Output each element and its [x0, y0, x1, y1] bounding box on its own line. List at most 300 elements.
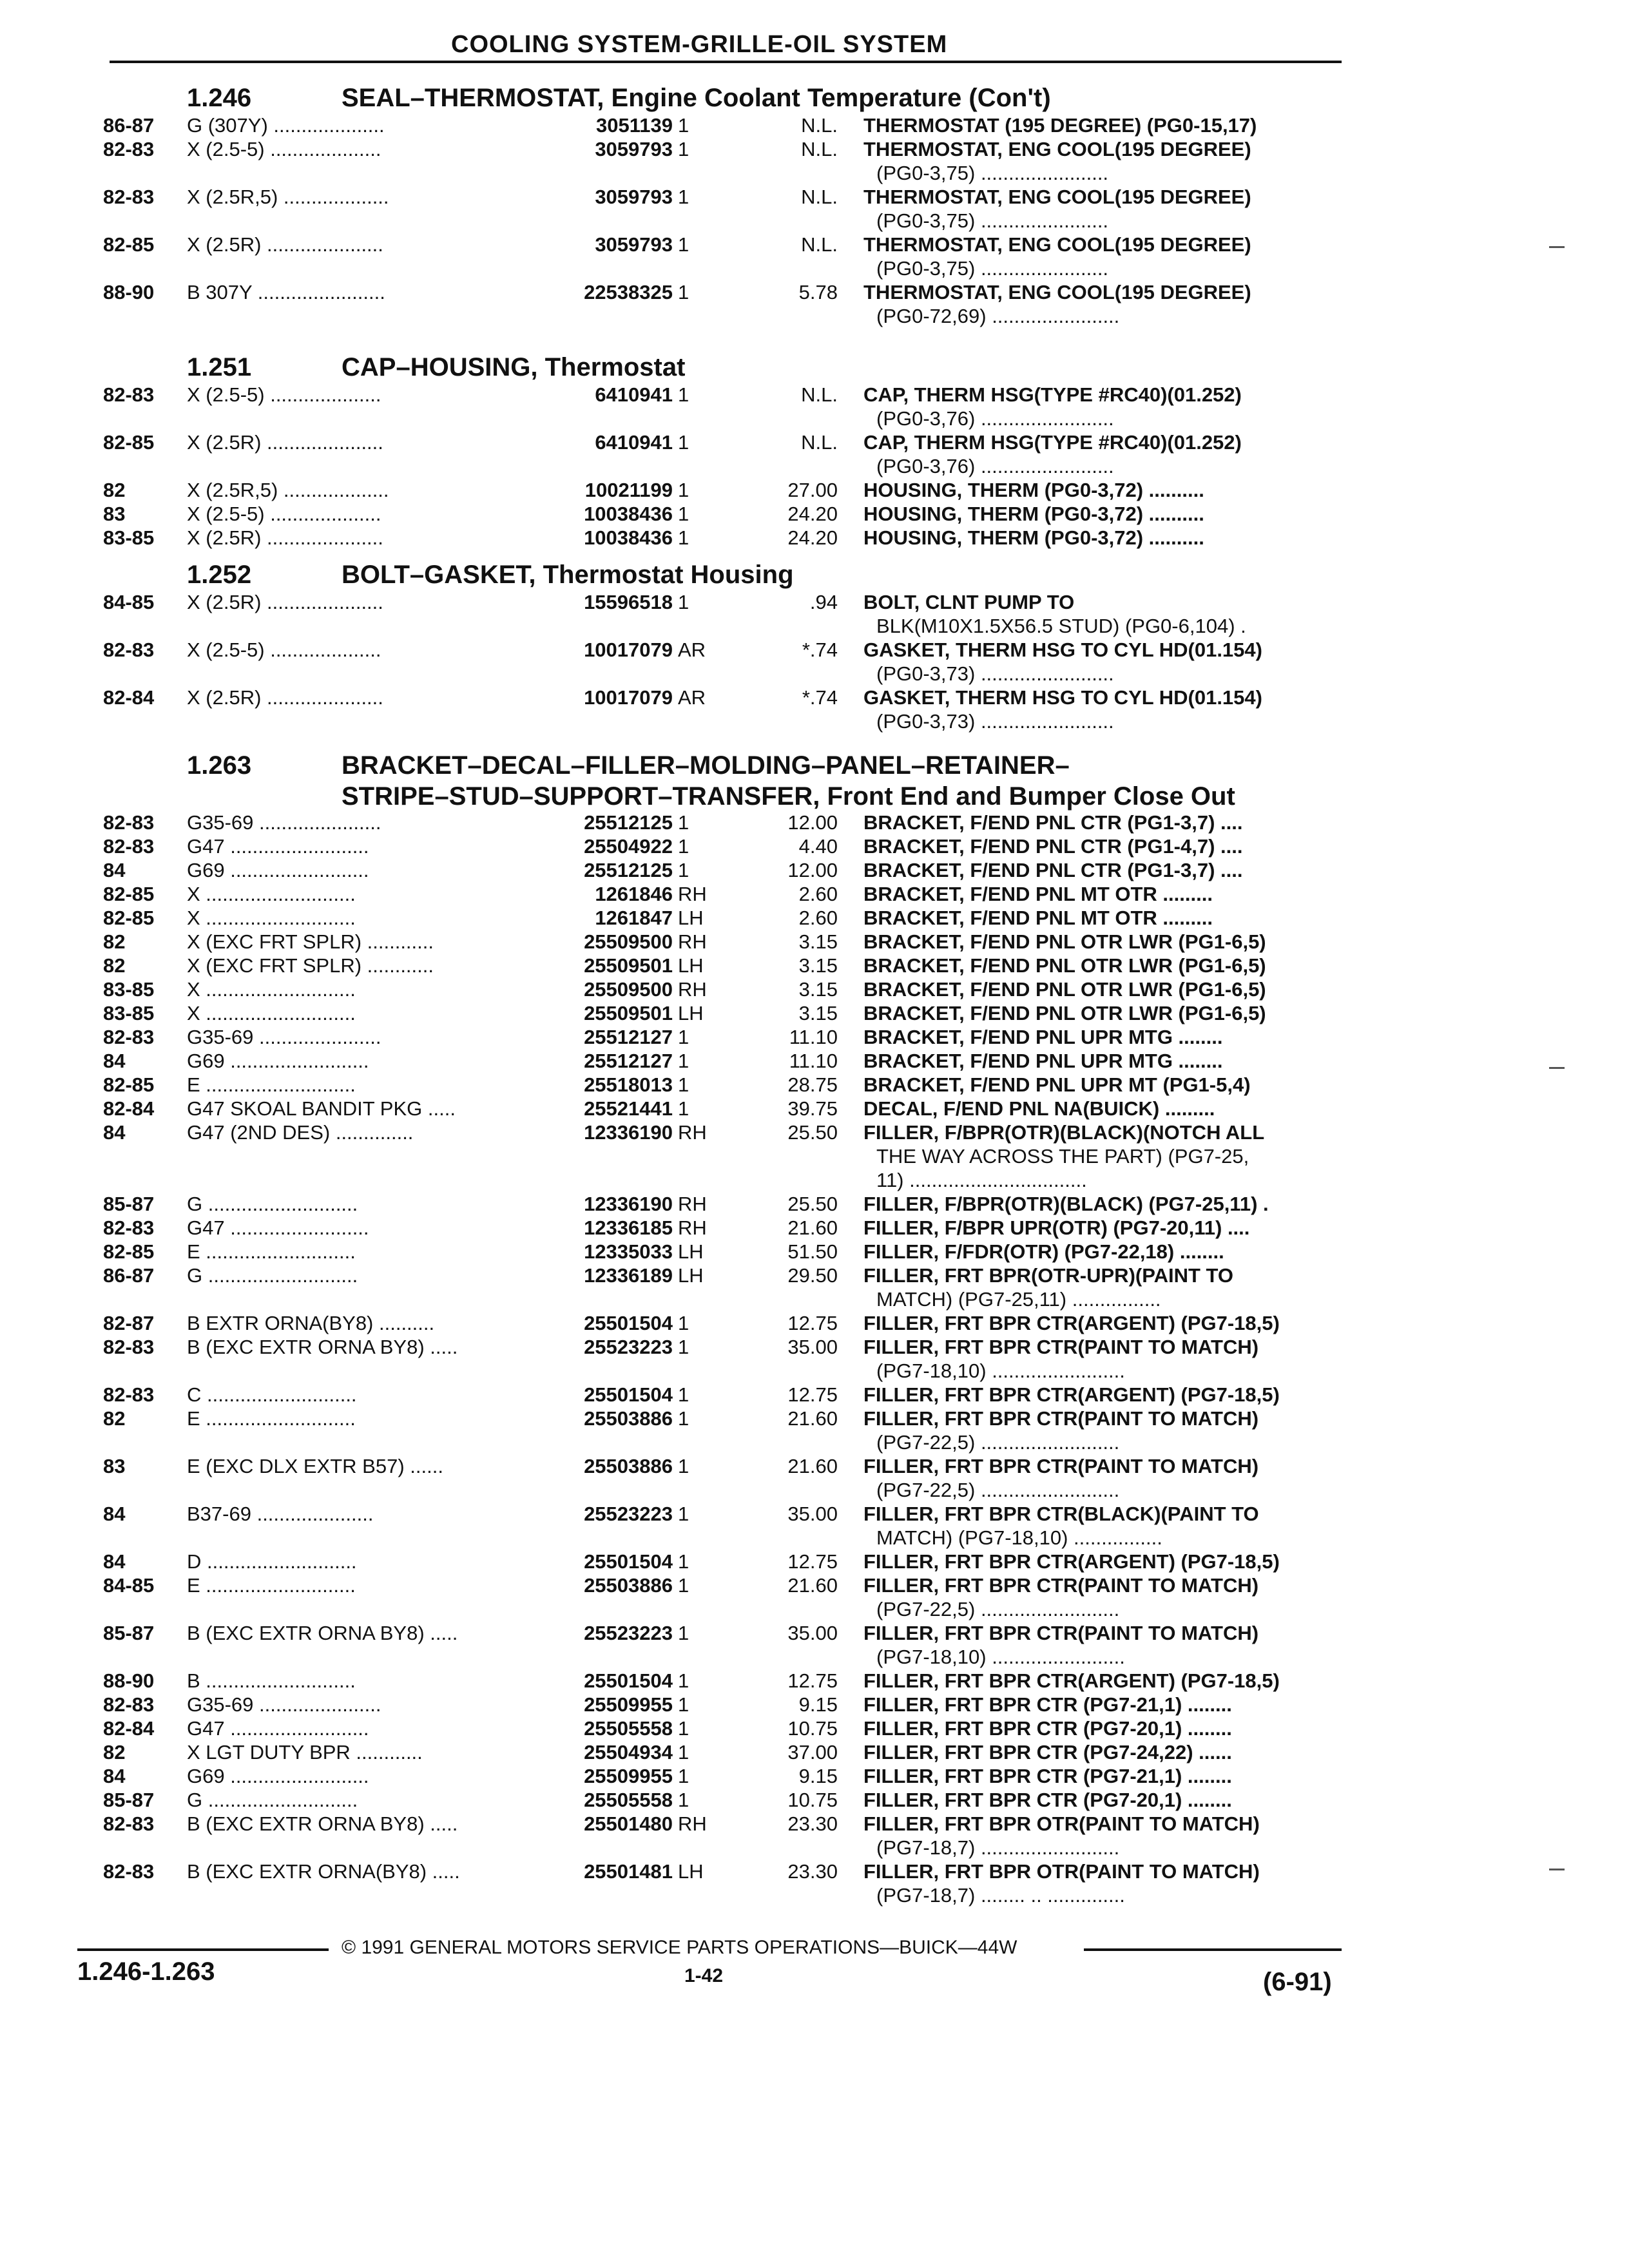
price: 21.60 [787, 1407, 838, 1430]
quantity: 1 [678, 835, 689, 858]
year-range: 82-83 [103, 186, 155, 208]
part-row [0, 1240, 1629, 1264]
application: B ........................... [187, 1669, 356, 1692]
price: 24.20 [787, 503, 838, 525]
application: G47 (2ND DES) .............. [187, 1121, 414, 1144]
quantity: RH [678, 883, 707, 905]
quantity: 1 [678, 526, 689, 549]
description: (PG7-18,10) ........................ [876, 1360, 1125, 1382]
part-row [0, 1001, 1629, 1026]
application: X (2.5R) ..................... [187, 233, 383, 256]
year-range: 82-83 [103, 1812, 155, 1835]
part-row [0, 811, 1629, 835]
footer-copyright: © 1991 GENERAL MOTORS SERVICE PARTS OPERATIONS—BUICK—44W [342, 1937, 1017, 1958]
part-row [0, 1120, 1629, 1145]
year-range: 83-85 [103, 1002, 155, 1024]
part-number: 25501504 [584, 1669, 673, 1692]
description: FILLER, FRT BPR CTR (PG7-21,1) ........ [863, 1765, 1232, 1787]
part-number: 15596518 [584, 591, 673, 613]
quantity: 1 [678, 591, 689, 613]
application: X (2.5R) ..................... [187, 431, 383, 454]
part-row [0, 1025, 1629, 1050]
price: 29.50 [787, 1264, 838, 1287]
part-number: 25512127 [584, 1026, 673, 1048]
price: 23.30 [787, 1812, 838, 1835]
price: 35.00 [787, 1503, 838, 1525]
part-number: 25504934 [584, 1741, 673, 1763]
part-number: 6410941 [595, 383, 673, 406]
part-number: 25518013 [584, 1073, 673, 1096]
quantity: 1 [678, 233, 689, 256]
section-header [0, 82, 1629, 113]
description: (PG7-18,7) ......................... [876, 1836, 1120, 1859]
quantity: 1 [678, 479, 689, 501]
price: 25.50 [787, 1121, 838, 1144]
price: 27.00 [787, 479, 838, 501]
part-row [0, 1693, 1629, 1717]
year-range: 82-83 [103, 383, 155, 406]
quantity: RH [678, 1812, 707, 1835]
part-number: 1261847 [595, 907, 673, 929]
part-number: 25501504 [584, 1383, 673, 1406]
part-number: 25509500 [584, 978, 673, 1001]
section-header [0, 352, 1629, 383]
year-range: 82-83 [103, 1860, 155, 1883]
part-row [0, 1716, 1629, 1741]
description: BRACKET, F/END PNL MT OTR ......... [863, 883, 1213, 905]
application: X (2.5R,5) ................... [187, 479, 389, 501]
part-number: 3059793 [595, 233, 673, 256]
section-number: 1.263 [187, 751, 252, 780]
price: 12.00 [787, 859, 838, 881]
quantity: 1 [678, 383, 689, 406]
year-range: 82 [103, 1741, 126, 1763]
application: G69 ......................... [187, 859, 369, 881]
description: BRACKET, F/END PNL OTR LWR (PG1-6,5) [863, 1002, 1266, 1024]
description: BRACKET, F/END PNL UPR MTG ........ [863, 1050, 1223, 1072]
part-row [0, 1311, 1629, 1336]
part-row [0, 1192, 1629, 1216]
year-range: 84 [103, 1550, 126, 1573]
price: 9.15 [798, 1693, 838, 1716]
quantity: 1 [678, 1503, 689, 1525]
application: E ........................... [187, 1073, 356, 1096]
description: FILLER, FRT BPR CTR(ARGENT) (PG7-18,5) [863, 1669, 1280, 1692]
footer-rule-right [1084, 1948, 1342, 1951]
part-number: 25505558 [584, 1789, 673, 1811]
year-range: 82-85 [103, 883, 155, 905]
price: 3.15 [798, 978, 838, 1001]
quantity: 1 [678, 1693, 689, 1716]
year-range: 82-87 [103, 1312, 155, 1334]
price: 21.60 [787, 1216, 838, 1239]
application: X (2.5-5) .................... [187, 503, 381, 525]
part-row-continuation [0, 304, 1629, 329]
year-range: 83 [103, 1455, 126, 1477]
description: FILLER, FRT BPR CTR (PG7-24,22) ...... [863, 1741, 1232, 1763]
part-row-continuation [0, 454, 1629, 479]
application: E ........................... [187, 1240, 356, 1263]
price: 12.75 [787, 1669, 838, 1692]
year-range: 82-84 [103, 686, 155, 709]
year-range: 82-83 [103, 1693, 155, 1716]
quantity: AR [678, 639, 706, 661]
part-number: 25523223 [584, 1336, 673, 1358]
application: G47 ......................... [187, 1216, 369, 1239]
description: GASKET, THERM HSG TO CYL HD(01.154) [863, 686, 1262, 709]
description: FILLER, FRT BPR OTR(PAINT TO MATCH) [863, 1860, 1260, 1883]
application: G69 ......................... [187, 1765, 369, 1787]
application: B37-69 ..................... [187, 1503, 374, 1525]
section-number: 1.246 [187, 84, 252, 112]
year-range: 82-83 [103, 1336, 155, 1358]
application: G35-69 ...................... [187, 811, 381, 834]
quantity: RH [678, 1193, 707, 1215]
margin-mark [1549, 246, 1565, 248]
price: 3.15 [798, 930, 838, 953]
quantity: LH [678, 954, 704, 977]
description: FILLER, FRT BPR CTR(ARGENT) (PG7-18,5) [863, 1383, 1280, 1406]
part-row-continuation [0, 1287, 1629, 1312]
application: E ........................... [187, 1407, 356, 1430]
part-number: 25509955 [584, 1765, 673, 1787]
application: C ........................... [187, 1383, 357, 1406]
price: 10.75 [787, 1789, 838, 1811]
section-number: 1.252 [187, 561, 252, 589]
price: 24.20 [787, 526, 838, 549]
description: THERMOSTAT, ENG COOL(195 DEGREE) [863, 186, 1251, 208]
part-row-continuation [0, 1478, 1629, 1503]
description: FILLER, F/BPR UPR(OTR) (PG7-20,11) .... [863, 1216, 1250, 1239]
description: (PG0-3,76) ........................ [876, 455, 1114, 477]
application: X (2.5R) ..................... [187, 591, 383, 613]
description: BRACKET, F/END PNL CTR (PG1-3,7) .... [863, 811, 1243, 834]
description: BRACKET, F/END PNL UPR MT (PG1-5,4) [863, 1073, 1251, 1096]
application: G35-69 ...................... [187, 1026, 381, 1048]
price: 10.75 [787, 1717, 838, 1740]
price: 12.00 [787, 811, 838, 834]
price: 23.30 [787, 1860, 838, 1883]
price: 21.60 [787, 1574, 838, 1597]
description: (PG0-72,69) ....................... [876, 305, 1120, 327]
part-number: 25503886 [584, 1574, 673, 1597]
part-number: 25501504 [584, 1550, 673, 1573]
application: X (2.5R) ..................... [187, 526, 383, 549]
part-number: 25505558 [584, 1717, 673, 1740]
application: G (307Y) .................... [187, 114, 385, 137]
quantity: 1 [678, 1097, 689, 1120]
part-row [0, 1860, 1629, 1884]
part-row [0, 430, 1629, 455]
description: FILLER, FRT BPR CTR(BLACK)(PAINT TO [863, 1503, 1259, 1525]
application: B EXTR ORNA(BY8) .......... [187, 1312, 435, 1334]
year-range: 82-85 [103, 1240, 155, 1263]
application: X (2.5R,5) ................... [187, 186, 389, 208]
part-number: 12335033 [584, 1240, 673, 1263]
quantity: 1 [678, 1407, 689, 1430]
quantity: LH [678, 1240, 704, 1263]
section-title-line-2: STRIPE–STUD–SUPPORT–TRANSFER, Front End and Bumper Close Out [342, 782, 1235, 811]
description: BRACKET, F/END PNL CTR (PG1-4,7) .... [863, 835, 1243, 858]
year-range: 84-85 [103, 1574, 155, 1597]
application: B (EXC EXTR ORNA BY8) ..... [187, 1622, 458, 1644]
application: G69 ......................... [187, 1050, 369, 1072]
part-number: 22538325 [584, 281, 673, 303]
description: THERMOSTAT, ENG COOL(195 DEGREE) [863, 281, 1251, 303]
part-number: 25523223 [584, 1503, 673, 1525]
part-row-continuation [0, 1359, 1629, 1383]
description: (PG7-18,10) ........................ [876, 1646, 1125, 1668]
description: FILLER, F/BPR(OTR)(BLACK) (PG7-25,11) . [863, 1193, 1269, 1215]
part-row [0, 590, 1629, 615]
quantity: 1 [678, 114, 689, 137]
description: GASKET, THERM HSG TO CYL HD(01.154) [863, 639, 1262, 661]
quantity: RH [678, 930, 707, 953]
application: X (2.5-5) .................... [187, 138, 381, 160]
application: X (2.5-5) .................... [187, 383, 381, 406]
price: N.L. [801, 383, 838, 406]
part-row [0, 1669, 1629, 1693]
part-row [0, 882, 1629, 907]
price: N.L. [801, 431, 838, 454]
part-number: 25503886 [584, 1407, 673, 1430]
description: (PG0-3,73) ........................ [876, 662, 1114, 685]
description: 11) ................................ [876, 1169, 1087, 1191]
application: D ........................... [187, 1550, 357, 1573]
year-range: 88-90 [103, 1669, 155, 1692]
section-header [0, 559, 1629, 590]
quantity: 1 [678, 1741, 689, 1763]
part-row [0, 137, 1629, 162]
description: THERMOSTAT, ENG COOL(195 DEGREE) [863, 233, 1251, 256]
part-row [0, 1049, 1629, 1073]
part-number: 25512127 [584, 1050, 673, 1072]
price: *.74 [802, 639, 838, 661]
year-range: 82-83 [103, 835, 155, 858]
part-number: 3059793 [595, 186, 673, 208]
part-row-continuation [0, 209, 1629, 233]
part-number: 6410941 [595, 431, 673, 454]
description: (PG7-22,5) ......................... [876, 1598, 1120, 1620]
year-range: 84-85 [103, 591, 155, 613]
year-range: 88-90 [103, 281, 155, 303]
application: G47 ......................... [187, 1717, 369, 1740]
part-row-continuation [0, 1597, 1629, 1622]
price: 5.78 [798, 281, 838, 303]
application: X ........................... [187, 1002, 356, 1024]
year-range: 85-87 [103, 1622, 155, 1644]
part-row [0, 686, 1629, 710]
application: B (EXC EXTR ORNA(BY8) ..... [187, 1860, 460, 1883]
quantity: 1 [678, 1455, 689, 1477]
price: 12.75 [787, 1312, 838, 1334]
year-range: 82-83 [103, 639, 155, 661]
section-number: 1.251 [187, 353, 252, 381]
year-range: 82-84 [103, 1097, 155, 1120]
quantity: 1 [678, 1717, 689, 1740]
description: MATCH) (PG7-25,11) ................ [876, 1288, 1161, 1311]
year-range: 82-83 [103, 1216, 155, 1239]
quantity: 1 [678, 281, 689, 303]
part-row [0, 1740, 1629, 1765]
description: FILLER, FRT BPR CTR(ARGENT) (PG7-18,5) [863, 1312, 1280, 1334]
description: THERMOSTAT, ENG COOL(195 DEGREE) [863, 138, 1251, 160]
year-range: 82 [103, 954, 126, 977]
part-number: 12336189 [584, 1264, 673, 1287]
application: X (2.5-5) .................... [187, 639, 381, 661]
quantity: 1 [678, 1765, 689, 1787]
description: BOLT, CLNT PUMP TO [863, 591, 1075, 613]
application: G ........................... [187, 1193, 358, 1215]
quantity: 1 [678, 431, 689, 454]
quantity: 1 [678, 186, 689, 208]
description: FILLER, FRT BPR CTR(PAINT TO MATCH) [863, 1574, 1259, 1597]
part-number: 12336190 [584, 1193, 673, 1215]
part-number: 1261846 [595, 883, 673, 905]
description: FILLER, FRT BPR CTR (PG7-21,1) ........ [863, 1693, 1232, 1716]
application: G ........................... [187, 1789, 358, 1811]
page-title: COOLING SYSTEM-GRILLE-OIL SYSTEM [451, 31, 948, 58]
part-number: 25501504 [584, 1312, 673, 1334]
year-range: 82-83 [103, 138, 155, 160]
quantity: 1 [678, 1550, 689, 1573]
part-row [0, 1764, 1629, 1789]
description: FILLER, FRT BPR CTR(ARGENT) (PG7-18,5) [863, 1550, 1280, 1573]
year-range: 83 [103, 503, 126, 525]
year-range: 85-87 [103, 1193, 155, 1215]
quantity: 1 [678, 1789, 689, 1811]
part-row [0, 280, 1629, 305]
description: HOUSING, THERM (PG0-3,72) .......... [863, 479, 1204, 501]
section-header [0, 750, 1629, 781]
part-row [0, 502, 1629, 526]
description: (PG0-3,76) ........................ [876, 407, 1114, 430]
margin-mark [1549, 1067, 1565, 1069]
description: BRACKET, F/END PNL OTR LWR (PG1-6,5) [863, 978, 1266, 1001]
year-range: 85-87 [103, 1789, 155, 1811]
application: X ........................... [187, 883, 356, 905]
quantity: 1 [678, 1669, 689, 1692]
part-row [0, 1502, 1629, 1526]
part-row-continuation [0, 1883, 1629, 1908]
application: G35-69 ...................... [187, 1693, 381, 1716]
application: G47 SKOAL BANDIT PKG ..... [187, 1097, 456, 1120]
application: X (EXC FRT SPLR) ............ [187, 954, 434, 977]
part-row [0, 1550, 1629, 1574]
year-range: 84 [103, 1765, 126, 1787]
price: 3.15 [798, 1002, 838, 1024]
description: THE WAY ACROSS THE PART) (PG7-25, [876, 1145, 1249, 1168]
part-row-continuation [0, 256, 1629, 281]
price: N.L. [801, 114, 838, 137]
price: 35.00 [787, 1336, 838, 1358]
quantity: 1 [678, 1383, 689, 1406]
quantity: 1 [678, 1026, 689, 1048]
price: 2.60 [798, 907, 838, 929]
year-range: 82-85 [103, 1073, 155, 1096]
year-range: 82-83 [103, 811, 155, 834]
description: FILLER, FRT BPR CTR (PG7-20,1) ........ [863, 1789, 1232, 1811]
application: B (EXC EXTR ORNA BY8) ..... [187, 1812, 458, 1835]
price: 4.40 [798, 835, 838, 858]
description: BRACKET, F/END PNL CTR (PG1-3,7) .... [863, 859, 1243, 881]
price: 25.50 [787, 1193, 838, 1215]
footer-section-range: 1.246-1.263 [77, 1957, 215, 1986]
price: 12.75 [787, 1383, 838, 1406]
description: CAP, THERM HSG(TYPE #RC40)(01.252) [863, 431, 1242, 454]
year-range: 86-87 [103, 114, 155, 137]
part-row-continuation [0, 1645, 1629, 1669]
description: FILLER, F/FDR(OTR) (PG7-22,18) ........ [863, 1240, 1224, 1263]
quantity: 1 [678, 1073, 689, 1096]
part-row [0, 1407, 1629, 1431]
price: 9.15 [798, 1765, 838, 1787]
part-number: 10021199 [584, 479, 673, 501]
quantity: 1 [678, 1336, 689, 1358]
description: (PG0-3,75) ....................... [876, 162, 1109, 184]
section-header-continued [0, 781, 1629, 812]
description: CAP, THERM HSG(TYPE #RC40)(01.252) [863, 383, 1242, 406]
part-row-continuation [0, 1430, 1629, 1455]
description: FILLER, FRT BPR(OTR-UPR)(PAINT TO [863, 1264, 1234, 1287]
price: 11.10 [789, 1026, 838, 1048]
year-range: 84 [103, 1121, 126, 1144]
quantity: LH [678, 907, 704, 929]
year-range: 83-85 [103, 526, 155, 549]
application: E ........................... [187, 1574, 356, 1597]
part-number: 25523223 [584, 1622, 673, 1644]
price: 3.15 [798, 954, 838, 977]
part-row [0, 1097, 1629, 1121]
price: 39.75 [787, 1097, 838, 1120]
part-number: 12336190 [584, 1121, 673, 1144]
part-number: 3059793 [595, 138, 673, 160]
description: FILLER, FRT BPR CTR(PAINT TO MATCH) [863, 1336, 1259, 1358]
part-row [0, 930, 1629, 954]
part-row [0, 954, 1629, 978]
application: G47 ......................... [187, 835, 369, 858]
quantity: 1 [678, 1574, 689, 1597]
part-number: 25504922 [584, 835, 673, 858]
part-row-continuation [0, 161, 1629, 186]
part-row [0, 1573, 1629, 1598]
part-number: 25512125 [584, 859, 673, 881]
year-range: 82 [103, 479, 126, 501]
description: (PG0-3,75) ....................... [876, 257, 1109, 280]
price: 28.75 [787, 1073, 838, 1096]
description: (PG7-18,7) ........ .. .............. [876, 1884, 1125, 1907]
description: THERMOSTAT (195 DEGREE) (PG0-15,17) [863, 114, 1257, 137]
quantity: RH [678, 1121, 707, 1144]
price: 21.60 [787, 1455, 838, 1477]
footer-revision-date: (6-91) [1263, 1968, 1332, 1996]
description: BRACKET, F/END PNL MT OTR ......... [863, 907, 1213, 929]
quantity: LH [678, 1002, 704, 1024]
quantity: 1 [678, 1050, 689, 1072]
part-number: 10017079 [584, 639, 673, 661]
year-range: 82-85 [103, 907, 155, 929]
price: N.L. [801, 186, 838, 208]
part-row-continuation [0, 1836, 1629, 1860]
application: X LGT DUTY BPR ............ [187, 1741, 423, 1763]
price: 11.10 [789, 1050, 838, 1072]
part-row-continuation [0, 709, 1629, 734]
application: X (EXC FRT SPLR) ............ [187, 930, 434, 953]
quantity: 1 [678, 138, 689, 160]
year-range: 82-84 [103, 1717, 155, 1740]
price: N.L. [801, 233, 838, 256]
part-row [0, 1216, 1629, 1240]
